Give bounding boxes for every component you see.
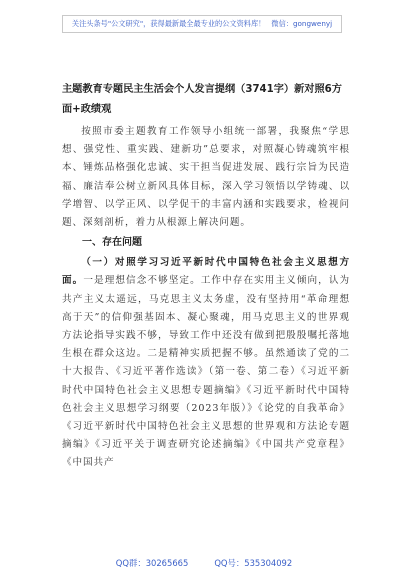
subsection-paragraph [62, 254, 350, 472]
intro-paragraph: 按照市委主题教育工作领导小组统一部署，我聚焦“学思想、强党性、重实践、建新功”总要求，对照凝心铸魂筑牢根本、锤炼品格强化忠诚、实干担当促进发展、践行宗旨为民造福、廉洁奉公树立新风具体目标，深入学习领悟以学铸魂、以学增智、以学正风、以学促干的丰富内涵和实践要求，检视问题、深刻剖析，着力从根源上解决问题。 [62, 126, 350, 229]
footer-contact [0, 556, 408, 570]
subsection-heading: （一）对照学习习近平新时代中国特色社会主义思想方面。 [62, 257, 350, 287]
document-body [62, 123, 350, 473]
promo-banner [62, 15, 342, 33]
promo-text: 关注头条号"公文研究"，获得最新最全最专业的公文资料库！ [71, 19, 266, 28]
promo-wechat: 微信：gongwenyj [271, 19, 333, 28]
footer-qq-group: QQ群：30265665 [115, 558, 189, 568]
subsection-text: 一是理想信念不够坚定。工作中存在实用主义倾向，认为共产主义太遥远，马克思主义太务虚，没有坚持用“革命理想高于天”的信仰强基固本、凝心聚魂，用马克思主义的世界观方法论指导实践不够，导致工作中还没有做到把殷殷嘱托落地生根在群众这边。二是精神实质把握不够。虽然通读了党的二十大报告、《习近平著作选读》（第一卷、第二卷）《习近平新时代中国特色社会主义思想专题摘编》《习近平新时代中国特色社会主义思想学习纲要（2023年版）》《论党的自我革命》《习近平新时代中国特色社会主义思想的世界观和方法论专题摘编》《习近平关于调查研究论述摘编》《中国共产党章程》《中国共产 [62, 275, 351, 469]
footer-qq-number: QQ号：535304092 [214, 558, 293, 568]
section-heading: 一、存在问题 [82, 237, 142, 249]
document-title: 主题教育专题民主生活会个人发言提纲（3741字）新对照6方面+政绩观 [62, 84, 342, 115]
